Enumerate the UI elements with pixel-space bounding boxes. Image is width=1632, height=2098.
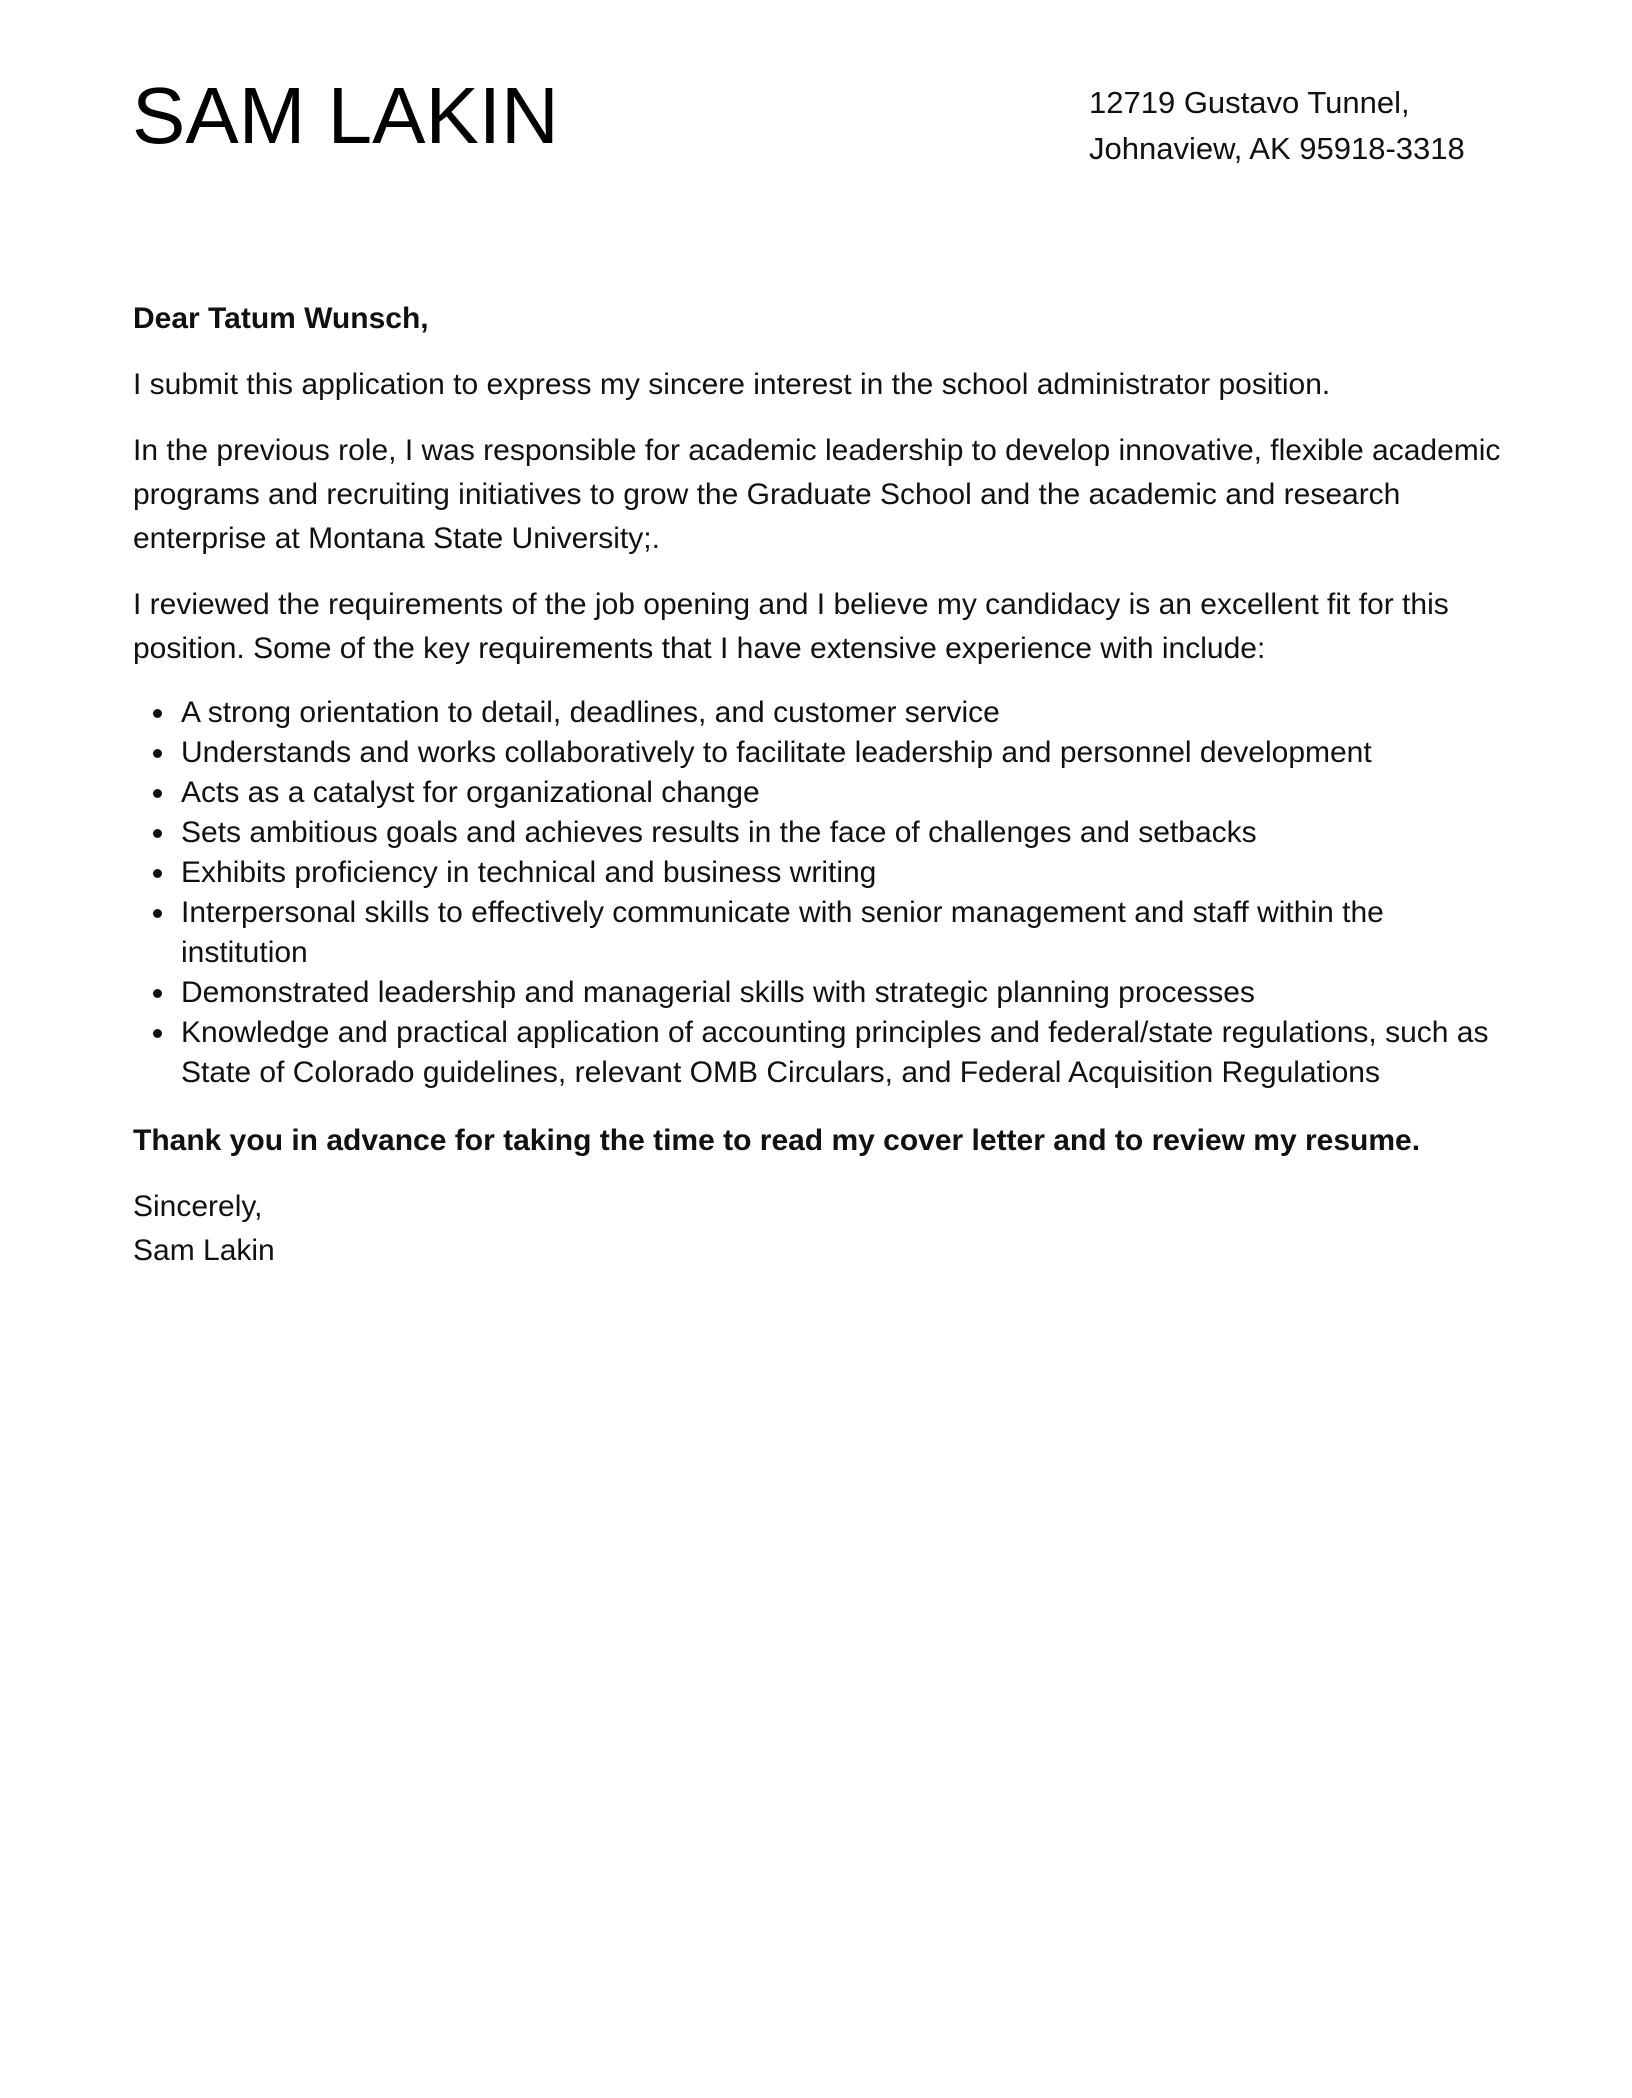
applicant-name: SAM LAKIN [132, 71, 559, 160]
signoff: Sincerely, [133, 1190, 263, 1223]
list-item-text: Exhibits proficiency in technical and business writing [181, 856, 877, 889]
list-item [133, 973, 1503, 1013]
requirements-paragraph: I reviewed the requirements of the job opening and I believe my candidacy is an excellent fit for this position. Some of the key requirements that I have extensive experience with include: [133, 588, 1449, 665]
bullet-icon [153, 709, 162, 718]
list-item-text: Knowledge and practical application of accounting principles and federal/state regulations, such as State of Colorado guidelines, relevant OMB Circulars, and Federal Acquisition Regulations [181, 1016, 1489, 1089]
list-item-text: Demonstrated leadership and managerial skills with strategic planning processes [181, 976, 1255, 1009]
bullet-icon [153, 869, 162, 878]
list-item-text: Interpersonal skills to effectively communicate with senior management and staff within the institution [181, 896, 1384, 969]
list-item [133, 773, 1503, 813]
bullet-icon [153, 829, 162, 838]
bullet-icon [153, 1029, 162, 1038]
list-item [133, 693, 1503, 733]
address-line-1: 12719 Gustavo Tunnel, [1089, 85, 1410, 120]
address-line-2: Johnaview, AK 95918-3318 [1089, 131, 1465, 166]
list-item [133, 813, 1503, 853]
closing-paragraph: Thank you in advance for taking the time to read my cover letter and to review my resume. [133, 1124, 1421, 1157]
list-item [133, 893, 1503, 973]
bullet-icon [153, 989, 162, 998]
requirements-list [133, 693, 1503, 1093]
list-item [133, 853, 1503, 893]
intro-paragraph: I submit this application to express my sincere interest in the school administrator position. [133, 368, 1331, 401]
bullet-icon [153, 749, 162, 758]
experience-paragraph: In the previous role, I was responsible for academic leadership to develop innovative, flexible academic programs and recruiting initiatives to grow the Graduate School and the academic and research enterprise at Montana State University;. [133, 434, 1501, 555]
list-item-text: Sets ambitious goals and achieves results in the face of challenges and setbacks [181, 816, 1257, 849]
bullet-icon [153, 789, 162, 798]
signature-name: Sam Lakin [133, 1234, 275, 1267]
list-item-text: Understands and works collaboratively to facilitate leadership and personnel development [181, 736, 1372, 769]
bullet-icon [153, 909, 162, 918]
list-item-text: Acts as a catalyst for organizational change [181, 776, 760, 809]
list-item-text: A strong orientation to detail, deadlines, and customer service [181, 696, 1000, 729]
letter-body [133, 297, 1503, 1273]
list-item [133, 1013, 1503, 1093]
salutation: Dear Tatum Wunsch, [133, 302, 429, 335]
applicant-address [1089, 80, 1465, 172]
list-item [133, 733, 1503, 773]
